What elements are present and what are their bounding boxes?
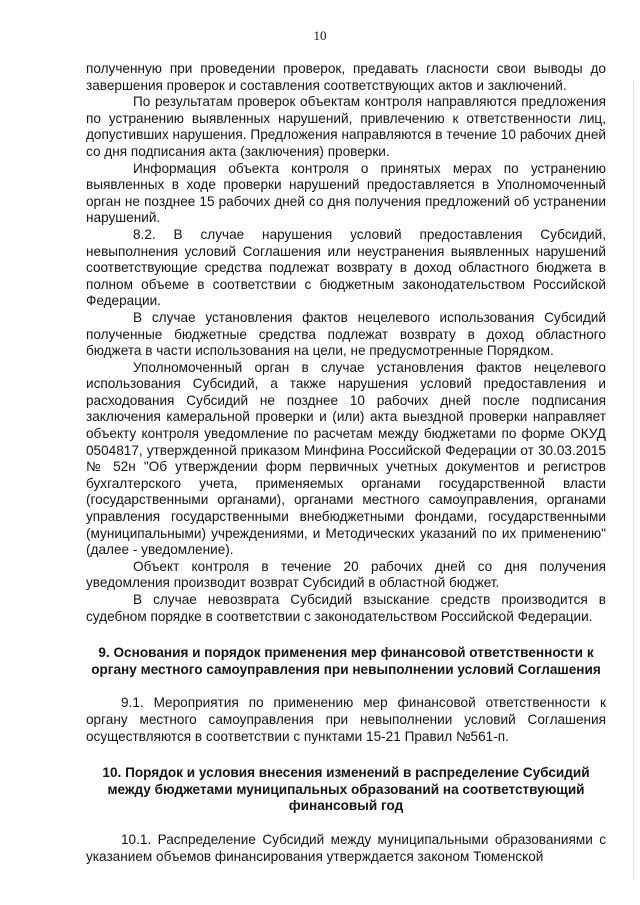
paragraph-continuation: полученную при проведении проверок, предавать гласности свои выводы до завершения проверок и составления соответствующих актов и заключений. <box>86 61 606 93</box>
paragraph-return-deadline: Объект контроля в течение 20 рабочих дней со дня получения уведомления производит возврат Субсидий в областной бюджет. <box>86 558 606 591</box>
paragraph-8-2: 8.2. В случае нарушения условий предоставления Субсидий, невыполнения условий Соглашения или неустранения выявленных нарушений соответствующие средства подлежат возврату в доход областного бюджета в полном объеме в соответствии с бюджетным законодательством Российской Федерации. <box>86 226 606 309</box>
section-9-heading: 9. Основания и порядок применения мер финансовой ответственности к органу местного самоуправления при невыполнении условий Соглашения <box>91 645 601 677</box>
paragraph-inspection-proposals: По результатам проверок объектам контроля направляются предложения по устранению выявленных нарушений, привлечению к ответственности лиц, допустивших нарушения. Предложения направляются в течение 10 рабочих дней со дня подписания акта (заключения) проверки. <box>86 94 606 159</box>
paragraph-misuse-return: В случае установления фактов нецелевого использования Субсидий полученные бюджетные средства подлежат возврату в доход областного бюджета в части использования на цели, не предусмотренные Порядком. <box>86 309 606 359</box>
paragraph-control-object-info: Информация объекта контроля о принятых мерах по устранению выявленных в ходе проверки нарушений предоставляется в Уполномоченный орган не позднее 15 рабочих дней со дня получения предложений об устранении нарушений. <box>86 160 606 226</box>
paragraph-10-1: 10.1. Распределение Субсидий между муниципальными образованиями с указанием объемов финансирования утверждается законом Тюменской <box>86 831 606 864</box>
document-body <box>86 61 606 865</box>
paragraph-9-1: 9.1. Мероприятия по применению мер финансовой ответственности к органу местного самоуправления при невыполнении условий Соглашения осуществляются в соответствии с пунктами 15-21 Правил №561-п. <box>86 695 606 744</box>
page-number: 10 <box>313 28 327 43</box>
scan-edge-artifact <box>632 80 634 880</box>
paragraph-court-recovery: В случае невозврата Субсидий взыскание средств производится в судебном порядке в соответствии с законодательством Российской Федерации. <box>86 592 606 624</box>
section-10-heading: 10. Порядок и условия внесения изменений в распределение Субсидий между бюджетами муниципальных образований на соответствующий финансовый год <box>102 765 590 814</box>
paragraph-authorized-body-notice: Уполномоченный орган в случае установления фактов нецелевого использования Субсидий, а также нарушения условий предоставления и расходования Субсидий не позднее 10 рабочих дней после подписания заключения камеральной проверки и (или) акта выездной проверки направляет объекту контроля уведомление по расчетам между бюджетами по форме ОКУД 0504817, утвержденной приказом Минфина Российской Федерации от 30.03.2015 № 52н "Об утверждении форм первичных учетных документов и регистров бухгалтерского учета, применяемых органами государственной власти (государственными органами), органами местного самоуправления, органами управления государственными внебюджетными фондами, государственными (муниципальными) учреждениями, и Методических указаний по их применению" (далее - уведомление). <box>86 359 606 558</box>
